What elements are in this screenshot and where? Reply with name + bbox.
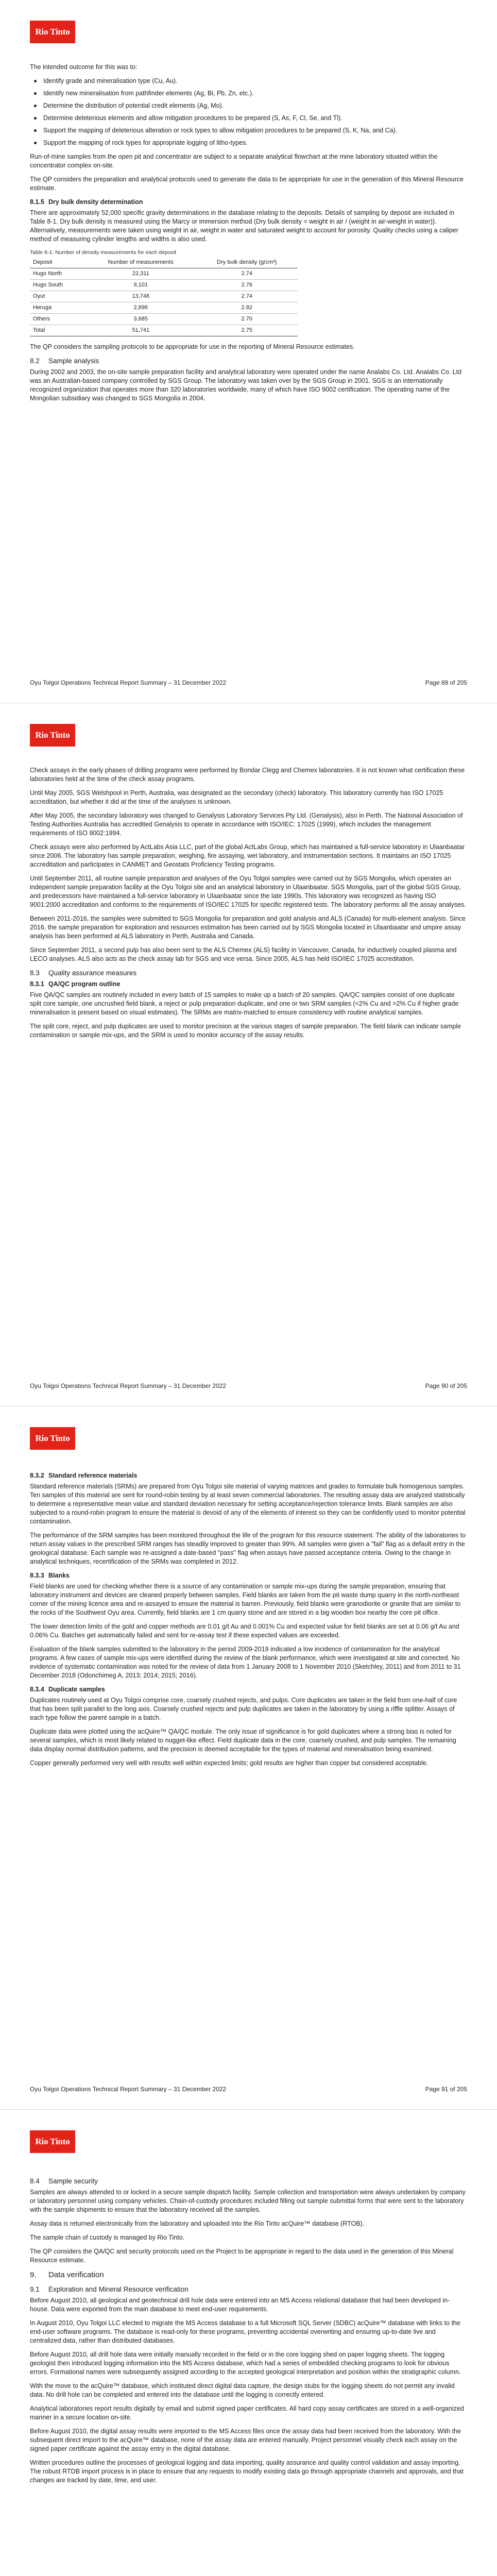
section-title: Blanks — [48, 1572, 70, 1579]
paragraph: Evaluation of the blank samples submitted to the laboratory in the period 2009-2019 indicated a low incidence of contamination for the analytical programs. A few cases of sample mix-ups were identified during the review of the blank performance, which were investigated at site and corrected. No evidence of systematic contamination was noted for the review of data from 1 January 2008 to 1 November 2010 (Sketchley, 2011) and from 2011 to 31 December 2018 (Odonchimeg A, 2013; 2014; 2015; 2016). — [30, 1646, 461, 1679]
paragraph: The split core, reject, and pulp duplicates are used to monitor precision at the various stages of sample preparation. The field blank can indicate sample contamination or sample mix-ups, and the SRM is used to monitor accuracy of the assay results. — [30, 1023, 461, 1039]
table-cell: 2.82 — [196, 302, 298, 314]
table-header-row — [30, 257, 298, 268]
page — [0, 1406, 497, 2110]
page — [0, 703, 497, 1406]
bullet-item: Identify grade and mineralisation type (Cu, Au). — [30, 77, 467, 86]
table-cell: Hugo North — [30, 268, 85, 280]
table-cell: 2.75 — [196, 325, 298, 336]
column-header: Dry bulk density (g/cm³) — [196, 257, 298, 268]
paragraph: The sample chain of custody is managed by Rio Tinto. — [30, 2234, 185, 2242]
page-number: Page 89 of 205 — [425, 679, 467, 686]
table-caption: Table 8-1: Number of density measurements for each deposit — [30, 249, 177, 256]
paragraph: Until May 2005, SGS Welshpool in Perth, Australia, was designated as the secondary (check) laboratory. This laboratory currently has ISO 17025 accreditation, but whether it did at the time of the analyses is unknown. — [30, 789, 443, 805]
page-footer — [30, 2086, 467, 2093]
column-header: Deposit — [30, 257, 85, 268]
rio-tinto-logo — [30, 21, 75, 43]
section-number: 8.1.5 — [30, 198, 44, 206]
section-number: 8.3 — [30, 969, 40, 977]
paragraph: Field blanks are used for checking whether there is a source of any contamination or sample mix-ups during the sample preparation, ensuring that laboratory instrument and devices are cleaned properly between samples. Field blanks are taken from the pit waste dump quarry in the north-northeast corner of the mining licence area and re-assayed to ensure the material is barren. Previously, field blanks were granodiorite or granite that are similar to the rocks of the Southwest Oyu area. Currently, field blanks are 1 cm quarry stone and are stored in a big wooden box nearby the core pit office. — [30, 1583, 461, 1616]
paragraph: Five QA/QC samples are routinely included in every batch of 15 samples to make up a batch of 20 samples. QA/QC samples consist of one duplicate split core sample, one uncrushed field blank, a reject or pulp preparation duplicate, and one or two SRM samples (<2% Cu and >2% Cu if higher grade mineralisation is present based on visual estimates). The SRMs are matrix-matched to ensure consistency with routine analytical samples. — [30, 991, 459, 1016]
section-heading — [30, 980, 467, 989]
paragraph: The intended outcome for this was to: — [30, 63, 138, 71]
page — [0, 0, 497, 703]
section-title: Standard reference materials — [48, 1472, 138, 1479]
paragraph: Before August 2010, all geological and geotechnical drill hole data were entered into an MS Access relational database that had been developed in-house. Data were exported from the main database to meet end-user requirements. — [30, 2297, 450, 2313]
section-title: QA/QC program outline — [48, 980, 121, 988]
logo-text: Rio Tinto — [35, 2137, 70, 2146]
page-content — [30, 766, 467, 1045]
section-heading — [30, 1471, 467, 1480]
page-footer — [30, 1382, 467, 1389]
table-cell: Hugo South — [30, 280, 85, 291]
rio-tinto-logo — [30, 2130, 75, 2153]
bullet-item: Determine the distribution of potential credit elements (Ag, Mo). — [30, 101, 467, 110]
paragraph: With the move to the acQuire™ database, which instituted direct digital data capture, the design stubs for the logging sheets do not permit any invalid data. No drill hole can be completed and entered into the database until the logging is correctly entered. — [30, 2382, 455, 2399]
rio-tinto-logo — [30, 1427, 75, 1450]
table-cell: Total — [30, 325, 85, 336]
paragraph: Check assays in the early phases of drilling programs were performed by Bondar Clegg and Chemex laboratories. It is not known what certification these laboratories held at the time of the check assay programs. — [30, 767, 465, 783]
section-title: Duplicate samples — [48, 1686, 105, 1693]
table-cell: 2,896 — [85, 302, 196, 314]
paragraph: The QP considers the QA/QC and security protocols used on the Project to be appropriate in regard to the data used in the generation of this Mineral Resource estimate. — [30, 2248, 454, 2264]
footer-title: Oyu Tolgoi Operations Technical Report Summary – 31 December 2022 — [30, 679, 227, 686]
paragraph: Duplicates routinely used at Oyu Tolgoi comprise core, coarsely crushed rejects, and pulps. Core duplicates are taken in the field from one-half of core that has been split parallel to the long axis. Coarsely crushed rejects and pulp duplicates are taken in the laboratory by using a riffle splitter. Assays of each type follow the parent sample in a batch. — [30, 1697, 457, 1721]
paragraph: During 2002 and 2003, the on-site sample preparation facility and analytical laboratory were operated under the name Analabs Co. Ltd. Analabs Co. Ltd was an Australian-based company controlled by SGS Group. The laboratory was taken over by the SGS Group in 2001. SGS is an internationally recognized organization that operates more than 320 laboratories worldwide, many of which have ISO 9002 certification. The operating name of the Mongolian subsidiary was changed to SGS Mongolia in 2004. — [30, 368, 462, 402]
table-row — [30, 268, 298, 280]
page-number: Page 91 of 205 — [425, 2086, 467, 2093]
column-header: Number of measurements — [85, 257, 196, 268]
table-row — [30, 280, 298, 291]
paragraph: Standard reference materials (SRMs) are prepared from Oyu Tolgoi site material of varying matrices and grades to formulate bulk homogenous samples. Ten samples of this material are sent for round-robin testing by at least seven commercial laboratories. The resulting assay data are analyzed statistically to determine a representative mean value and standard deviation necessary for setting acceptance/rejection tolerance limits. Blank samples are also subjected to a round-robin program to ensure the material is devoid of any of the elements of interest so they can be confidently used to monitor potential contamination. — [30, 1483, 466, 1525]
table-cell: 2.74 — [196, 291, 298, 302]
table-cell: 22,311 — [85, 268, 196, 280]
section-number: 9. — [30, 2270, 37, 2280]
page-content — [30, 2173, 467, 2490]
paragraph: Check assays were also performed by ActLabs Asia LLC, part of the global ActLabs Group, which has maintained a full-service laboratory in Ulaanbaatar since 2006. The laboratory has sample preparation, weighing, fire assaying, wet laboratory, and instrumentation sections. It maintains an ISO 17025 accreditation and participates in CANMET and Geostats Proficiency Testing programs. — [30, 843, 465, 868]
table-cell: 9,101 — [85, 280, 196, 291]
paragraph: The performance of the SRM samples has been monitored throughout the life of the program for this resource statement. The ability of the laboratories to return assay values in the prescribed SRM ranges has steadily improved to greater than 99%. All samples were given a "fail" flag as a default entry in the geological database. Each sample was re-assigned a date-based "pass" flag when assays have passed acceptance criteria. Owing to the change in analytical techniques, recertification of the SRMs was completed in 2012. — [30, 1532, 466, 1565]
section-heading — [30, 2285, 467, 2294]
footer-title: Oyu Tolgoi Operations Technical Report Summary – 31 December 2022 — [30, 1382, 227, 1389]
page-footer — [30, 679, 467, 686]
section-number: 8.3.1 — [30, 980, 44, 988]
paragraph: Samples are always attended to or locked in a secure sample dispatch facility. Sample collection and transportation were always undertaken by company or laboratory personnel using company vehicles. Chain-of-custody procedures included filling out sample submittal forms that were sent to the laboratory with the sample shipments to ensure that the laboratory received all the samples. — [30, 2189, 466, 2214]
bullet-item: Identify new mineralisation from pathfinder elements (Ag, Bi, Pb, Zn, etc.). — [30, 89, 467, 98]
paragraph: Written procedures outline the processes of geological logging and data importing, quality assurance and quality control validation and assay importing. The robust RTDB import process is in place to ensure that any requests to modify existing data go through appropriate channels and approvals, and that changes are tracked by date, time, and user. — [30, 2459, 464, 2484]
logo-text: Rio Tinto — [35, 27, 70, 37]
section-number: 8.3.4 — [30, 1686, 44, 1693]
density-table — [30, 257, 298, 336]
bullet-list — [30, 77, 467, 147]
section-number: 9.1 — [30, 2285, 40, 2293]
bullet-item: Support the mapping of rock types for appropriate logging of litho-types. — [30, 139, 467, 147]
table-cell: 2.74 — [196, 268, 298, 280]
section-heading — [30, 1685, 467, 1694]
section-heading — [30, 2270, 467, 2280]
table-cell: Heruga — [30, 302, 85, 314]
section-heading — [30, 2177, 467, 2186]
paragraph: There are approximately 52,000 specific gravity determinations in the database relating to the deposits. Details of sampling by deposit are included in Table 8-1. Dry bulk density is measured using the Marcy or immersion method (Dry bulk density = weight in air / (weight in air-weight in water)). Alternatively, measurements were taken using weight in air, weight in water and saturated weight to account for porosity. Quality checks using a caliper method of measuring cylinder lengths and widths is also used. — [30, 209, 458, 243]
paragraph: Run-of-mine samples from the open pit and concentrator are subject to a separate analytical flowchart at the mine laboratory situated within the concentrator complex on-site. — [30, 153, 438, 169]
logo-text: Rio Tinto — [35, 1433, 70, 1443]
footer-title: Oyu Tolgoi Operations Technical Report Summary – 31 December 2022 — [30, 2086, 227, 2093]
section-title: Data verification — [48, 2270, 104, 2280]
table-cell: 51,741 — [85, 325, 196, 336]
section-heading — [30, 198, 467, 207]
bullet-item: Determine deleterious elements and allow mitigation procedures to be prepared (S, As, F, Cl, Se, and Tl). — [30, 114, 467, 123]
section-heading — [30, 1571, 467, 1580]
paragraph: Copper generally performed very well with results well within expected limits; gold results are higher than copper but considered acceptable. — [30, 1759, 429, 1767]
section-title: Quality assurance measures — [48, 969, 137, 977]
table-cell: 2.76 — [196, 280, 298, 291]
paragraph: Duplicate data were plotted using the acQuire™ QA/QC module. The only issue of significance is for gold duplicates where a strong bias is noted for several samples, which is most likely related to nugget-like effect. Field duplicate data in the core, coarsely crushed, and pulp samples. The remaining data display normal distribution patterns, and the precision is deemed acceptable for the types of material and mineralisation being examined. — [30, 1728, 456, 1753]
table-cell: 13,748 — [85, 291, 196, 302]
bullet-item: Support the mapping of deleterious alteration or rock types to allow mitigation procedures to be prepared (S, K, Na, and Ca). — [30, 126, 467, 135]
section-heading — [30, 357, 467, 366]
rio-tinto-logo — [30, 724, 75, 747]
paragraph: After May 2005, the secondary laboratory was changed to Genalysis Laboratory Services Pty Ltd. (Genalysis), also in Perth. The National Association of Testing Authorities Australia has accredited Genalysis to operate in accordance with ISO/IEC: 17025 (1999), which includes the management requirements of ISO 9002:1994. — [30, 812, 463, 837]
paragraph: Before August 2010, all drill hole data were initially manually recorded in the field or in the core logging shed on paper logging sheets. The logging geologist then introduced logging information into the MS Access database, which had a series of embedded checking programs to look for obvious errors. Formational names were subsequently assigned according to the accepted geological interpretation and position within the stratigraphic column. — [30, 2351, 461, 2376]
page-content — [30, 1469, 467, 1773]
section-number: 8.3.3 — [30, 1572, 44, 1579]
table-cell: 2.70 — [196, 314, 298, 325]
page-number: Page 90 of 205 — [425, 1382, 467, 1389]
section-title: Sample analysis — [48, 357, 99, 365]
paragraph: Before August 2010, the digital assay results were imported to the MS Access files once the assay data had been received from the laboratory. With the subsequent direct import to the acQuire™ database, none of the assay data are entered manually. Project personnel visually check each assay on the signed paper certificate against the assay entry in the digital database. — [30, 2428, 461, 2453]
paragraph: Analytical laboratories report results digitally by email and submit signed paper certificates. All hard copy assay certificates are stored in a well-organized manner in a secure location on-site. — [30, 2405, 464, 2421]
paragraph: The QP considers the preparation and analytical protocols used to generate the data to be appropriate for use in the generation of this Mineral Resource estimate. — [30, 176, 464, 192]
logo-text: Rio Tinto — [35, 730, 70, 740]
section-title: Dry bulk density determination — [48, 198, 143, 206]
table-row — [30, 325, 298, 336]
table-cell: Others — [30, 314, 85, 325]
section-title: Sample security — [48, 2177, 98, 2185]
section-title: Exploration and Mineral Resource verification — [48, 2285, 188, 2293]
paragraph: Between 2011-2016, the samples were submitted to SGS Mongolia for preparation and gold analysis and ALS (Canada) for multi-element analysis. Since 2016, the sample preparation for exploration and resources estimation has been carried out by SGS Mongolia located in Ulaanbaatar and umpire assay analysis has been performed at ALS laboratory in Perth, Australia and Canada. — [30, 915, 466, 940]
paragraph: In August 2010, Oyu Tolgoi LLC elected to migrate the MS Access database to a full Microsoft SQL Server (SDBC) acQuire™ database with links to the end-user software programs. The database is read-only for these programs, preventing accidental overwriting and ensuring up-to-date live and centralized data, rather than distributed databases. — [30, 2319, 460, 2345]
paragraph: Assay data is returned electronically from the laboratory and uploaded into the Rio Tinto acQuire™ database (RTOB). — [30, 2220, 365, 2228]
table-cell: Oyut — [30, 291, 85, 302]
paragraph: The QP considers the sampling protocols to be appropriate for use in the reporting of Mineral Resource estimates. — [30, 343, 355, 350]
table-row — [30, 314, 298, 325]
paragraph: Since September 2011, a second pulp has also been sent to the ALS Chemex (ALS) facility in Vancouver, Canada, for inductively coupled plasma and LECO analyses. ALS also acts as the check assay lab for SGS and vice versa. Since 2005, ALS has held ISO/IEC 17025 accreditation. — [30, 946, 457, 962]
table-row — [30, 302, 298, 314]
table-row — [30, 291, 298, 302]
table-cell: 3,685 — [85, 314, 196, 325]
page — [0, 2110, 497, 2576]
section-number: 8.2 — [30, 357, 40, 365]
paragraph: Until September 2011, all routine sample preparation and analyses of the Oyu Tolgoi samples were carried out by SGS Mongolia, which operates an independent sample preparation facility at the Oyu Tolgoi site and an analytical laboratory in Ulaanbaatar. SGS Mongolia, part of the global SGS Group, and predecessors have maintained a full-service laboratory in Ulaanbaatar since the late 1990s. This laboratory was recognized as having ISO 9001:2000 accreditation and conforms to the requirements of ISO/IEC 17025 for specific registered tests. The laboratory performs all the assay analyses. — [30, 875, 466, 908]
paragraph: The lower detection limits of the gold and copper methods are 0.01 g/t Au and 0.001% Cu and expected value for field blanks are set at 0.06 g/t Au and 0.06% Cu. Batches get automatically failed and sent for re-assay test if these expected values are exceeded. — [30, 1623, 459, 1639]
section-number: 8.3.2 — [30, 1472, 44, 1479]
page-content — [30, 63, 467, 408]
section-heading — [30, 969, 467, 978]
section-number: 8.4 — [30, 2177, 40, 2185]
